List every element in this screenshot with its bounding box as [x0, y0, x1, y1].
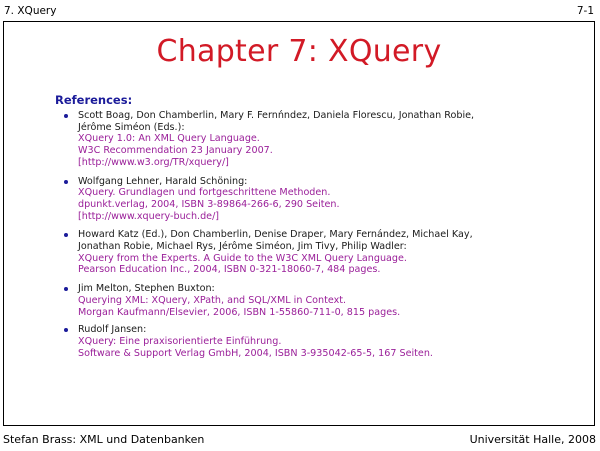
reference-detail: Pearson Education Inc., 2004, ISBN 0-321-18060-7, 484 pages.: [78, 264, 381, 276]
references-heading: References:: [55, 93, 133, 107]
reference-authors: Jim Melton, Stephen Buxton:: [78, 283, 215, 295]
bullet-icon: [64, 180, 68, 184]
reference-item: [64, 283, 579, 318]
reference-item: [64, 176, 579, 223]
bullet-icon: [64, 328, 68, 332]
reference-detail: [http://www.xquery-buch.de/]: [78, 210, 220, 222]
reference-item: [64, 229, 579, 276]
slide-title: Chapter 7: XQuery: [156, 34, 442, 69]
reference-detail: [http://www.w3.org/TR/xquery/]: [78, 156, 229, 168]
bullet-icon: [64, 233, 68, 237]
reference-detail: W3C Recommendation 23 January 2007.: [78, 145, 273, 157]
chapter-label: 7. XQuery: [4, 5, 57, 17]
footer-institution: Universität Halle, 2008: [469, 433, 596, 446]
reference-item: [64, 110, 579, 169]
reference-item: [64, 324, 579, 359]
reference-detail: XQuery: Eine praxisorientierte Einführung.: [78, 335, 282, 347]
bullet-icon: [64, 287, 68, 291]
reference-authors: Scott Boag, Don Chamberlin, Mary F. Fernńndez, Daniela Florescu, Jonathan Robie,: [78, 110, 475, 121]
reference-authors: Jonathan Robie, Michael Rys, Jérôme Siméon, Jim Tivy, Philip Wadler:: [78, 241, 407, 253]
reference-detail: dpunkt.verlag, 2004, ISBN 3-89864-266-6, 290 Seiten.: [78, 198, 340, 210]
reference-detail: Software & Support Verlag GmbH, 2004, ISBN 3-935042-65-5, 167 Seiten.: [78, 347, 433, 359]
reference-detail: Morgan Kaufmann/Elsevier, 2006, ISBN 1-55860-711-0, 815 pages.: [78, 306, 401, 318]
reference-authors: Wolfgang Lehner, Harald Schöning:: [78, 175, 248, 187]
page-header: [4, 5, 596, 19]
reference-authors: Rudolf Jansen:: [78, 324, 147, 336]
reference-authors: Howard Katz (Ed.), Don Chamberlin, Denise Draper, Mary Fernández, Michael Kay,: [78, 229, 473, 241]
bullet-icon: [64, 114, 68, 118]
reference-authors: Jérôme Siméon (Eds.):: [78, 121, 185, 133]
slide-frame: [3, 21, 595, 426]
page-number: 7-1: [576, 5, 594, 17]
reference-detail: XQuery from the Experts. A Guide to the W3C XML Query Language.: [78, 252, 407, 264]
reference-detail: XQuery 1.0: An XML Query Language.: [78, 133, 260, 145]
footer-author: Stefan Brass: XML und Datenbanken: [3, 433, 205, 446]
reference-detail: Querying XML: XQuery, XPath, and SQL/XML in Context.: [78, 294, 347, 306]
references-list: [64, 110, 579, 359]
reference-detail: XQuery. Grundlagen und fortgeschrittene Methoden.: [78, 187, 331, 199]
